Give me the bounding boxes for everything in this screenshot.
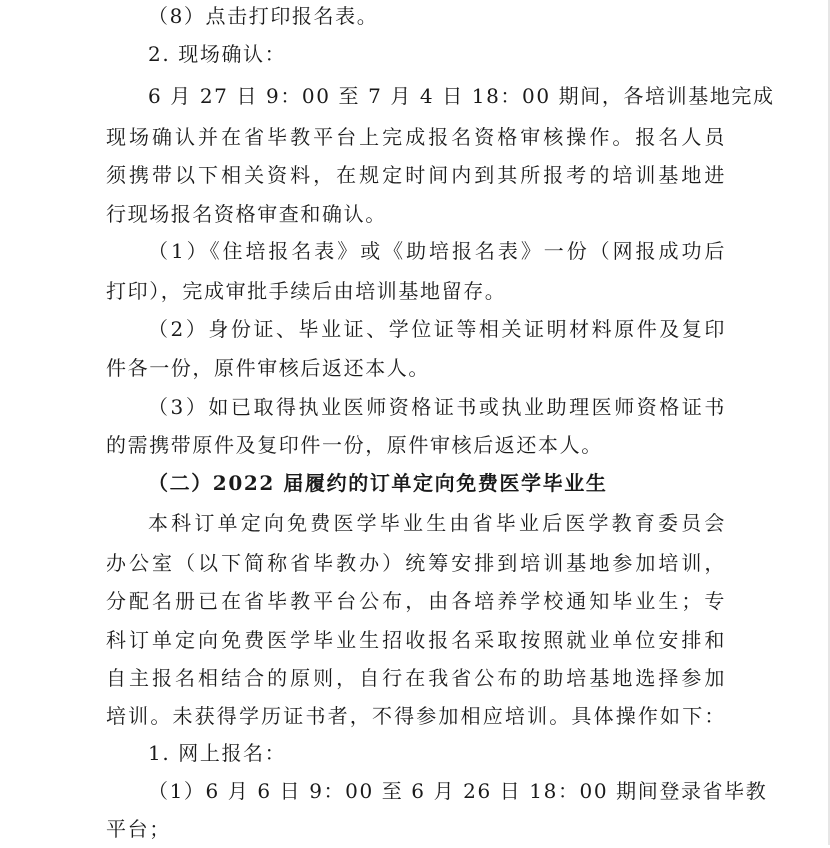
requirement-2-line: （2）身份证、毕业证、学位证等相关证明材料原件及复印 <box>148 317 726 341</box>
paragraph-line: 分配名册已在省毕教平台公布，由各培养学校通知毕业生；专 <box>106 589 726 613</box>
online-step-1-line: （1）6 月 6 日 9：00 至 6 月 26 日 18：00 期间登录省毕教 <box>148 779 768 803</box>
paragraph-line: 行现场报名资格审查和确认。 <box>106 202 387 226</box>
online-step-1-line: 平台； <box>106 817 171 841</box>
requirement-2-line: 件各一份，原件审核后返还本人。 <box>106 356 430 380</box>
paragraph-line: 办公室（以下简称省毕教办）统筹安排到培训基地参加培训， <box>106 551 726 575</box>
step-8-print-form: （8）点击打印报名表。 <box>148 4 379 28</box>
paragraph-line: 培训。未获得学历证书者，不得参加相应培训。具体操作如下： <box>106 704 726 728</box>
paragraph-line: 6 月 27 日 9：00 至 7 月 4 日 18：00 期间，各培训基地完成 <box>148 84 775 108</box>
paragraph-line: 须携带以下相关资料，在规定时间内到其所报考的培训基地进 <box>106 163 726 187</box>
requirement-1-line: （1）《住培报名表》或《助培报名表》一份（网报成功后 <box>148 239 726 263</box>
section-2022-graduates-heading: （二）2022 届履约的订单定向免费医学毕业生 <box>148 471 608 495</box>
section-online-registration-heading: 1. 网上报名： <box>148 741 287 765</box>
paragraph-line: 科订单定向免费医学毕业生招收报名采取按照就业单位安排和 <box>106 628 726 652</box>
paragraph-line: 本科订单定向免费医学毕业生由省毕业后医学教育委员会 <box>148 511 726 535</box>
section-onsite-confirmation-heading: 2. 现场确认： <box>148 42 287 66</box>
paragraph-line: 自主报名相结合的原则，自行在我省公布的助培基地选择参加 <box>106 666 726 690</box>
paragraph-line: 现场确认并在省毕教平台上完成报名资格审核操作。报名人员 <box>106 125 726 149</box>
requirement-3-line: 的需携带原件及复印件一份，原件审核后返还本人。 <box>106 433 603 457</box>
requirement-1-line: 打印），完成审批手续后由培训基地留存。 <box>106 279 507 303</box>
requirement-3-line: （3）如已取得执业医师资格证书或执业助理医师资格证书 <box>148 395 726 419</box>
